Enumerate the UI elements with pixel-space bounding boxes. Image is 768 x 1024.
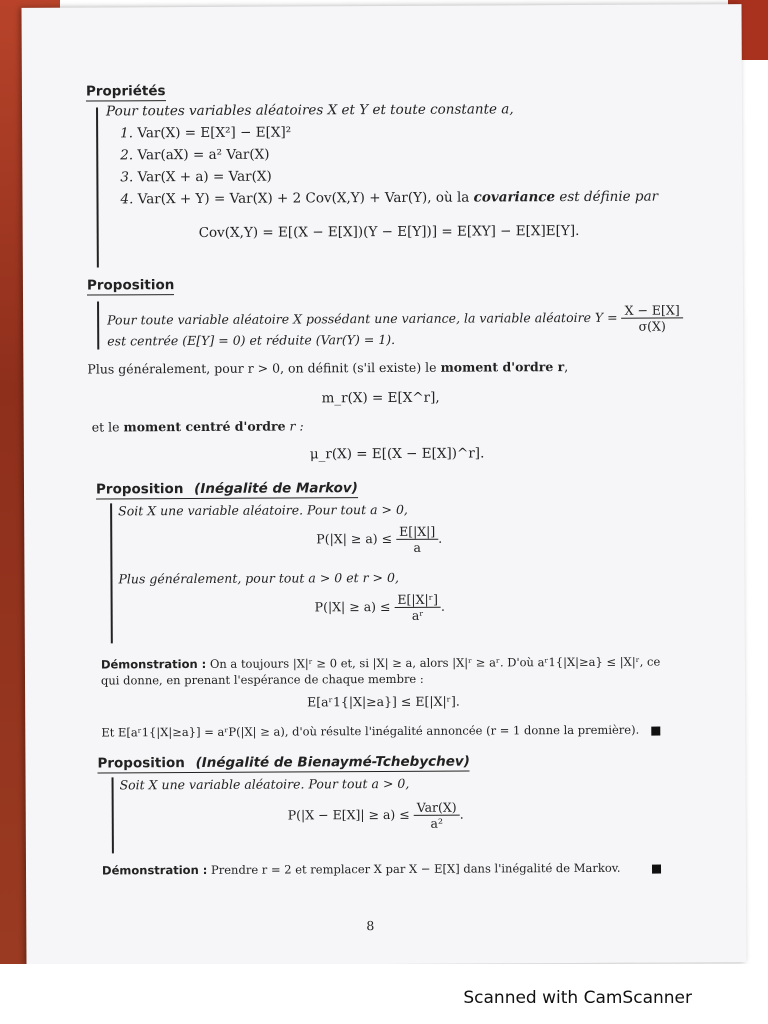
central-moment-formula: μ_r(X) = E[(X − E[X])^r]. <box>309 445 485 463</box>
demo1-label: Démonstration : <box>100 656 207 672</box>
moments-text-1 <box>87 359 568 377</box>
heading-proposition-1: Proposition <box>86 277 175 294</box>
bienayme-subtitle: (Inégalité de Bienaymé-Tchebychev) <box>195 753 470 771</box>
property-3-num: 3. <box>120 169 134 186</box>
property-4-formula: Var(X + Y) = Var(X) + 2 Cov(X,Y) + Var(Y), où la <box>137 189 470 208</box>
prop1-numerator: X − E[X] <box>622 302 683 318</box>
property-4 <box>120 189 658 208</box>
moments-text-2b: moment centré d'ordre <box>123 418 286 435</box>
property-1-formula: Var(X) = E[X²] − E[X]² <box>137 124 292 142</box>
property-4-tail: est définie par <box>559 188 659 206</box>
proprietes-intro: Pour toutes variables aléatoires X et Y et toute constante a, <box>105 101 514 120</box>
demo2-text: Prendre r = 2 et remplacer X par X − E[X] dans l'inégalité de Markov. <box>210 860 621 877</box>
bienayme-line1: Soit X une variable aléatoire. Pour tout a > 0, <box>119 775 410 793</box>
demo1-text1: On a toujours |X|ʳ ≥ 0 et, si |X| ≥ a, alors |X|ʳ ≥ aʳ. D'où aʳ1{|X|≥a} ≤ |X|ʳ, ce <box>209 654 661 671</box>
page-number: 8 <box>366 918 375 934</box>
block-bar <box>112 777 114 853</box>
markov-eq1-num: E[|X|] <box>396 524 438 540</box>
covariance-formula: Cov(X,Y) = E[(X − E[X])(Y − E[Y])] = E[XY] − E[X]E[Y]. <box>198 222 580 241</box>
prop1-text: Pour toute variable aléatoire X possédant une variance, la variable aléatoire Y = <box>107 309 618 328</box>
heading-proprietes: Propriétés <box>85 83 166 100</box>
bienayme-fraction <box>414 800 460 831</box>
markov-eq1-den: a <box>413 539 421 555</box>
markov-eq2 <box>315 592 445 624</box>
moments-text-2c: r : <box>289 418 304 434</box>
property-2-formula: Var(aX) = a² Var(X) <box>137 146 270 164</box>
bienayme-den: a² <box>430 815 444 831</box>
property-1-num: 1. <box>120 125 134 142</box>
demo1-equation: E[aʳ1{|X|≥a}] ≤ E[|X|ʳ]. <box>307 693 460 710</box>
bienayme-eq <box>288 800 464 832</box>
moments-text-1b: moment d'ordre r <box>440 359 565 375</box>
moments-text-2 <box>92 418 304 434</box>
qed-square <box>652 865 661 874</box>
heading-bienayme <box>97 754 469 774</box>
moment-formula: m_r(X) = E[X^r], <box>321 389 440 407</box>
markov-line1: Soit X une variable aléatoire. Pour tout a > 0, <box>118 501 408 519</box>
property-2-num: 2. <box>120 147 134 164</box>
markov-eq1-left: P(|X| ≥ a) ≤ <box>316 530 393 547</box>
demo2-label: Démonstration : <box>101 862 208 878</box>
prop1-denominator: σ(X) <box>638 318 666 334</box>
demo1-line1 <box>101 655 660 672</box>
markov-eq2-fraction <box>394 592 441 623</box>
block-bar <box>97 301 99 349</box>
bienayme-heading: Proposition <box>97 755 185 772</box>
property-4-num: 4. <box>120 191 134 208</box>
moments-text-1c: , <box>564 359 569 375</box>
markov-eq1-fraction <box>396 524 438 555</box>
demo2-line <box>102 861 621 878</box>
markov-eq2-left: P(|X| ≥ a) ≤ <box>314 598 391 615</box>
markov-eq2-den: aʳ <box>411 607 424 623</box>
moments-text-2a: et le <box>91 419 120 435</box>
prop1-line2: est centrée (E[Y] = 0) et réduite (Var(Y) = 1). <box>107 331 396 349</box>
markov-eq1-end: . <box>438 530 443 546</box>
qed-square <box>651 727 660 736</box>
property-1 <box>120 124 291 141</box>
demo1-text2: qui donne, en prenant l'espérance de chaque membre : <box>100 671 424 688</box>
moments-text-1a: Plus généralement, pour r > 0, on définit (s'il existe) le <box>87 359 437 377</box>
markov-subtitle: (Inégalité de Markov) <box>194 480 358 497</box>
markov-eq1 <box>316 524 442 556</box>
bienayme-eq-end: . <box>459 806 464 822</box>
property-3-formula: Var(X + a) = Var(X) <box>137 168 272 186</box>
property-4-bold: covariance <box>473 189 556 206</box>
markov-heading: Proposition <box>95 481 184 498</box>
camscanner-footer: Scanned with CamScanner <box>463 988 692 1008</box>
property-2 <box>120 147 269 164</box>
block-bar <box>96 107 98 267</box>
bienayme-eq-left: P(|X − E[X]| ≥ a) ≤ <box>287 806 410 823</box>
block-bar <box>110 503 112 643</box>
document-page <box>21 4 746 966</box>
markov-line2: Plus généralement, pour tout a > 0 et r > 0, <box>118 569 399 587</box>
bienayme-num: Var(X) <box>414 800 460 816</box>
markov-eq2-end: . <box>440 598 446 614</box>
prop1-fraction <box>622 302 683 333</box>
markov-eq2-num: E[|X|ʳ] <box>394 592 441 608</box>
demo1-text3: Et E[aʳ1{|X|≥a}] = aʳP(|X| ≥ a), d'où résulte l'inégalité annoncée (r = 1 donne la première). <box>101 722 640 740</box>
property-3 <box>120 169 271 186</box>
heading-markov <box>96 480 358 499</box>
